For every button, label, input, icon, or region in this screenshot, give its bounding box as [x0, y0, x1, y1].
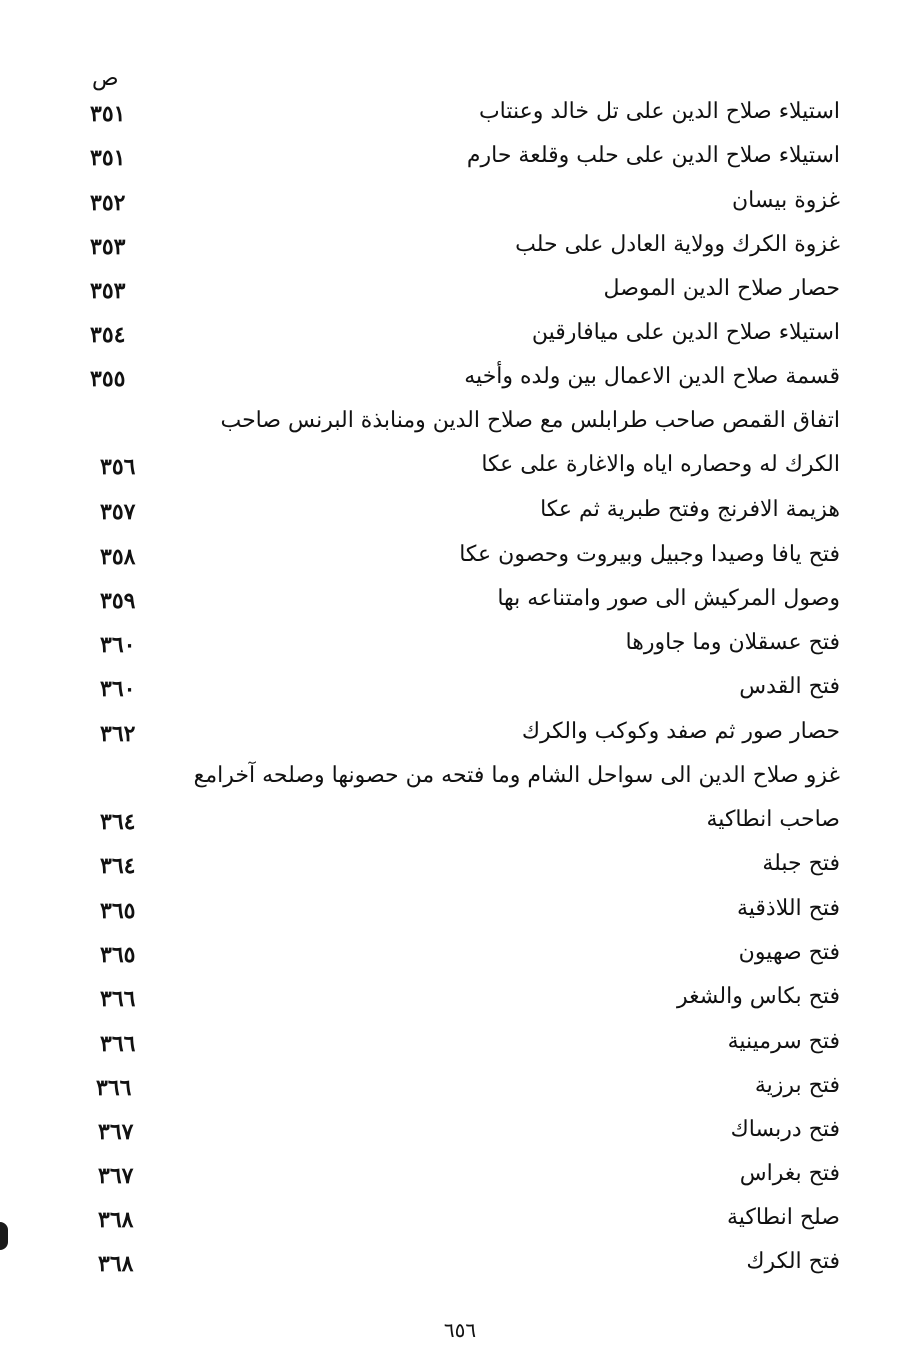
- toc-entry-page: ٣٦٥: [100, 942, 136, 968]
- toc-entry-title: وصول المركيش الى صور وامتناعه بها: [497, 586, 840, 611]
- toc-entry-title: حصار صلاح الدين الموصل: [603, 276, 840, 301]
- toc-entry: [90, 1027, 840, 1071]
- toc-entry-page: ٣٥٣: [90, 278, 126, 304]
- toc-entry-title: صاحب انطاكية: [706, 807, 840, 832]
- toc-entry-page: ٣٥١: [90, 145, 126, 171]
- toc-entry: [90, 450, 840, 494]
- toc-entry-title: هزيمة الافرنج وفتح طبرية ثم عكا: [540, 497, 840, 522]
- toc-entry-page: ٣٥٨: [100, 544, 136, 570]
- toc-entry-page: ٣٦٨: [98, 1251, 134, 1277]
- toc-entry-page: ٣٥٥: [90, 366, 126, 392]
- toc-entry-title: فتح الكرك: [746, 1249, 840, 1274]
- toc-entry: [90, 540, 840, 584]
- toc-entry: [90, 628, 840, 672]
- toc-entry-page: ٣٦٦: [100, 986, 136, 1012]
- toc-entry-title: استيلاء صلاح الدين على حلب وقلعة حارم: [466, 143, 840, 168]
- toc-entry: [90, 141, 840, 185]
- scan-edge-mark: [0, 1222, 8, 1250]
- toc-entry-title: غزوة الكرك وولاية العادل على حلب: [515, 232, 840, 257]
- toc-entry: [90, 938, 840, 982]
- toc-entry-title: فتح عسقلان وما جاورها: [625, 630, 840, 655]
- toc-entry: [90, 362, 840, 406]
- toc-entry-title: فتح سرمينية: [727, 1029, 840, 1054]
- toc-entry-page: ٣٦٨: [98, 1207, 134, 1233]
- toc-entry-title: اتفاق القمص صاحب طرابلس مع صلاح الدين ومنابذة البرنس صاحب: [220, 408, 840, 433]
- toc-entry: [90, 761, 840, 805]
- toc-entry-page: ٣٦٠: [100, 632, 136, 658]
- toc-entry: [90, 318, 840, 362]
- toc-entry-title: غزو صلاح الدين الى سواحل الشام وما فتحه من حصونها وصلحه آخرامع: [193, 763, 840, 788]
- toc-entry-page: ٣٦٠: [100, 676, 136, 702]
- toc-entry: [90, 849, 840, 893]
- toc-entry-page: ٣٥٩: [100, 588, 136, 614]
- toc-entry-title: فتح جبلة: [762, 851, 840, 876]
- toc-entry-title: فتح القدس: [739, 674, 840, 699]
- toc-entry: [90, 584, 840, 628]
- toc-entry-page: ٣٥٣: [90, 234, 126, 260]
- toc-entry: [90, 1247, 840, 1291]
- toc-entry: [90, 274, 840, 318]
- toc-entry-page: ٣٦٥: [100, 898, 136, 924]
- toc-entry-page: ٣٥١: [90, 101, 126, 127]
- toc-entry-title: فتح دربساك: [730, 1117, 840, 1142]
- toc-entry-title: غزوة بيسان: [731, 188, 840, 213]
- toc-entry-page: ٣٦٤: [100, 853, 136, 879]
- toc-entry-page: ٣٥٢: [90, 190, 126, 216]
- toc-entry-title: قسمة صلاح الدين الاعمال بين ولده وأخيه: [464, 364, 840, 389]
- toc-entry-title: استيلاء صلاح الدين على ميافارقين: [531, 320, 840, 345]
- toc-entry-title: صلح انطاكية: [726, 1205, 840, 1230]
- toc-entry-title: الكرك له وحصاره اياه والاغارة على عكا: [481, 452, 840, 477]
- toc-entry: [90, 495, 840, 539]
- toc-entry-page: ٣٦٢: [100, 721, 136, 747]
- toc-entry: [90, 982, 840, 1026]
- toc-entry-title: فتح صهيون: [738, 940, 840, 965]
- toc-entry-title: فتح اللاذقية: [736, 896, 840, 921]
- page-column-header: ص: [92, 66, 119, 91]
- toc-entry-title: فتح بغراس: [739, 1161, 840, 1186]
- toc-entry: [90, 186, 840, 230]
- toc-entry-page: ٣٦٤: [100, 809, 136, 835]
- toc-entry-page: ٣٦٦: [100, 1031, 136, 1057]
- toc-entry-title: حصار صور ثم صفد وكوكب والكرك: [521, 719, 840, 744]
- toc-entry: [90, 1203, 840, 1247]
- page-number-footer: ٦٥٦: [443, 1318, 477, 1342]
- toc-entry-title: فتح بكاس والشغر: [677, 984, 840, 1009]
- toc-entry: [90, 230, 840, 274]
- toc-entry-page: ٣٦٦: [96, 1075, 132, 1101]
- toc-entry: [90, 894, 840, 938]
- toc-entry-page: ٣٦٧: [98, 1163, 134, 1189]
- toc-entry: [90, 717, 840, 761]
- toc-entry-page: ٣٦٧: [98, 1119, 134, 1145]
- toc-entry-page: ٣٥٦: [100, 454, 136, 480]
- toc-entry: [90, 1071, 840, 1115]
- toc-entry: [90, 97, 840, 141]
- toc-entry-title: فتح يافا وصيدا وجبيل وبيروت وحصون عكا: [459, 542, 840, 567]
- toc-entry-page: ٣٥٤: [90, 322, 126, 348]
- toc-entry: [90, 672, 840, 716]
- toc-entry-page: ٣٥٧: [100, 499, 136, 525]
- toc-entry-title: فتح برزية: [754, 1073, 840, 1098]
- toc-entry: [90, 1115, 840, 1159]
- toc-entry: [90, 406, 840, 450]
- toc-entry: [90, 1159, 840, 1203]
- toc-entry-title: استيلاء صلاح الدين على تل خالد وعنتاب: [478, 99, 840, 124]
- toc-entry: [90, 805, 840, 849]
